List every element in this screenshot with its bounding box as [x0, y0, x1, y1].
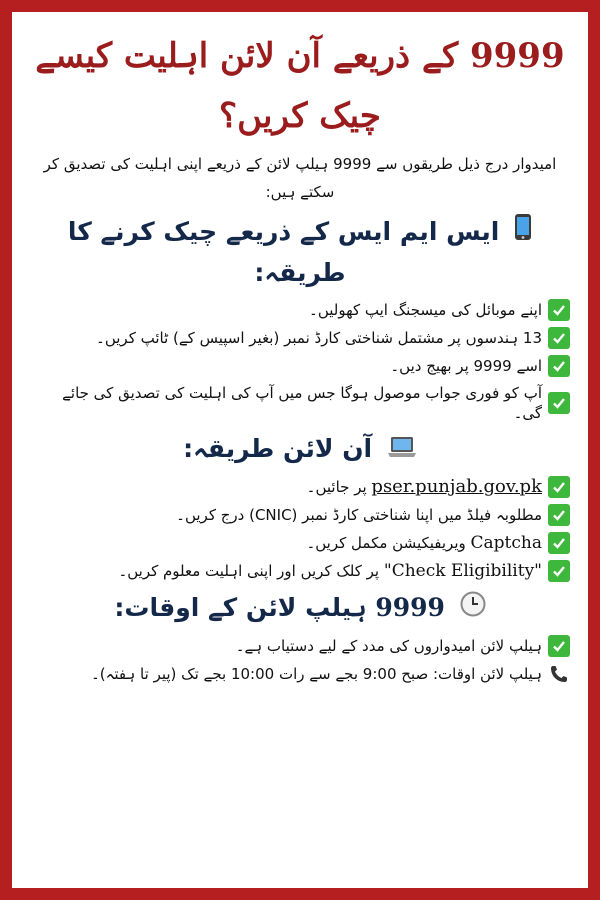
check-icon: [548, 476, 570, 498]
helpline-heading-colon: :: [114, 593, 125, 622]
helpline-heading: [32, 588, 568, 629]
list-item: [30, 663, 570, 685]
list-item: [30, 299, 570, 321]
sms-heading: [32, 212, 568, 293]
clock-icon: [460, 589, 486, 629]
check-icon: [548, 532, 570, 554]
sms-heading-colon: :: [254, 258, 265, 287]
helpline-info-2: ہیلپ لائن اوقات: صبح 9:00 بجے سے رات 10:00 بجے تک (پیر تا ہفتہ)۔: [90, 665, 542, 683]
captcha-label: Captcha: [470, 533, 542, 553]
telephone-icon: [548, 663, 570, 685]
online-step-3: [306, 533, 542, 553]
helpline-info-1: ہیلپ لائن امیدواروں کی مدد کے لیے دستیاب ہے۔: [235, 637, 542, 655]
helpline-heading-text: ہیلپ لائن کے اوقات: [124, 593, 367, 622]
check-icon: [548, 635, 570, 657]
title-line-2: چیک کریں؟: [219, 96, 381, 136]
info-card: [12, 12, 588, 888]
online-steps: [28, 476, 572, 582]
title-line-1: 9999 کے ذریعے آن لائن اہلیت کیسے: [35, 36, 565, 76]
sms-step-3: اسے 9999 پر بھیج دیں۔: [390, 357, 542, 375]
online-heading-colon: :: [183, 434, 194, 463]
check-icon: [548, 560, 570, 582]
page-title: [34, 26, 566, 146]
list-item: [30, 635, 570, 657]
intro-text: امیدوار درج ذیل طریقوں سے 9999 ہیلپ لائن کے ذریعے اپنی اہلیت کی تصدیق کر سکتے ہیں:: [43, 155, 557, 201]
sms-step-1: اپنے موبائل کی میسجنگ ایپ کھولیں۔: [309, 301, 542, 319]
list-item: [30, 327, 570, 349]
sms-step-4: آپ کو فوری جواب موصول ہوگا جس میں آپ کی اہلیت کی تصدیق کی جائے گی۔: [62, 384, 542, 422]
helpline-info: [28, 635, 572, 685]
sms-step-2: 13 ہندسوں پر مشتمل شناختی کارڈ نمبر (بغیر اسپیس کے) ٹائپ کریں۔: [96, 329, 542, 347]
list-item: [30, 504, 570, 526]
check-icon: [548, 392, 570, 414]
online-step-3-text: ویریفیکیشن مکمل کریں۔: [306, 534, 471, 552]
list-item: [30, 532, 570, 554]
list-item: [30, 476, 570, 498]
mobile-phone-icon: [514, 213, 532, 253]
check-eligibility-label: "Check Eligibility": [383, 561, 542, 581]
helpline-number: 9999: [375, 593, 445, 622]
online-heading-text: آن لائن طریقہ: [193, 434, 373, 463]
check-icon: [548, 299, 570, 321]
check-icon: [548, 504, 570, 526]
sms-heading-text: ایس ایم ایس کے ذریعے چیک کرنے کا طریقہ: [67, 217, 500, 287]
check-icon: [548, 355, 570, 377]
list-item: [30, 355, 570, 377]
online-heading: [32, 429, 568, 470]
online-step-4: [118, 561, 542, 581]
website-link[interactable]: pser.punjab.gov.pk: [371, 476, 542, 497]
online-step-1: [307, 477, 542, 497]
online-step-1-text: پر جائیں۔: [306, 478, 372, 496]
online-step-2: مطلوبہ فیلڈ میں اپنا شناختی کارڈ نمبر (CNIC) درج کریں۔: [176, 506, 542, 524]
list-item: [30, 383, 570, 423]
check-icon: [548, 327, 570, 349]
laptop-icon: [387, 430, 417, 470]
online-step-4-text: پر کلک کریں اور اپنی اہلیت معلوم کریں۔: [118, 562, 384, 580]
sms-steps: [28, 299, 572, 423]
list-item: [30, 560, 570, 582]
